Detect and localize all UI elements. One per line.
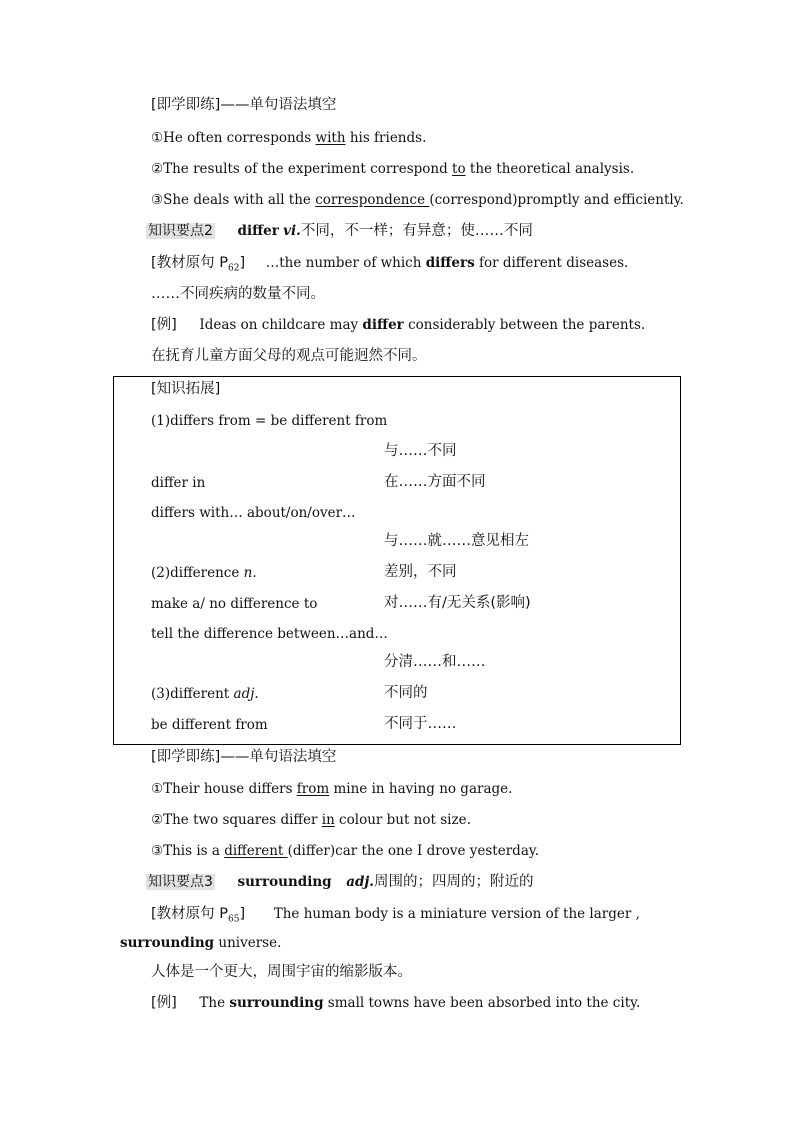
q-answer: with	[315, 130, 346, 146]
source-page: 65	[228, 914, 240, 925]
expansion-row-3-right: 与……就……意见相左	[384, 533, 529, 549]
example-word: differ	[362, 317, 404, 333]
example-post: small towns have been absorbed into the city.	[323, 995, 641, 1011]
point-word: surrounding	[237, 874, 332, 890]
practice1-question-3	[151, 191, 684, 209]
q-pre: ②The two squares differ	[151, 812, 322, 828]
source-page: 62	[228, 263, 240, 274]
expansion-row-7-left	[151, 685, 259, 703]
source-sentence-3	[151, 905, 640, 929]
expansion-row-4-left	[151, 564, 257, 582]
q-post: mine in having no garage.	[329, 781, 513, 797]
source-close: ]	[239, 906, 246, 922]
expansion-row-4-right: 差别，不同	[384, 564, 457, 580]
q-answer: in	[321, 812, 335, 828]
point-pos: adj.	[346, 874, 374, 890]
practice2-question-1	[151, 780, 512, 798]
source-pre: …the number of which	[265, 255, 426, 271]
term: (3)different	[151, 686, 234, 702]
knowledge-point-2	[146, 222, 533, 240]
source-word: differs	[425, 255, 475, 271]
example-pre: Ideas on childcare may	[199, 317, 363, 333]
expansion-heading: [知识拓展]	[151, 381, 221, 397]
q-pre: ①He often corresponds	[151, 130, 316, 146]
source-post: universe.	[214, 935, 282, 951]
example-post: considerably between the parents.	[403, 317, 646, 333]
q-post: (correspond)promptly and efficiently.	[429, 192, 684, 208]
q-pre: ①Their house differs	[151, 781, 297, 797]
example-label: [例]	[151, 995, 177, 1011]
example-translation-2: 在抚育儿童方面父母的观点可能迥然不同。	[151, 348, 427, 364]
example-word: surrounding	[229, 995, 324, 1011]
q-answer: correspondence	[315, 192, 430, 208]
source-label: [教材原句 P	[151, 906, 229, 922]
practice-heading-1: [即学即练]——单句语法填空	[151, 97, 337, 113]
pos: n.	[243, 565, 257, 581]
point-tag: 知识要点2	[148, 223, 213, 239]
q-pre: ②The results of the experiment correspond	[151, 161, 453, 177]
practice-heading-2: [即学即练]——单句语法填空	[151, 749, 337, 765]
source-sentence-3-cont	[120, 934, 281, 952]
expansion-row-2-left: differ in	[151, 475, 206, 491]
source-label: [教材原句 P	[151, 255, 229, 271]
pos: adj.	[233, 686, 259, 702]
source-word: surrounding	[120, 935, 215, 951]
q-post: his friends.	[345, 130, 427, 146]
source-translation-3: 人体是一个更大，周围宇宙的缩影版本。	[151, 964, 412, 980]
knowledge-point-3	[146, 873, 534, 891]
expansion-row-1-right: 与……不同	[384, 443, 457, 459]
practice2-question-3	[151, 842, 539, 860]
point-pos: vi.	[283, 223, 301, 239]
source-close: ]	[239, 255, 246, 271]
expansion-row-5-right: 对……有/无关系(影响)	[384, 595, 531, 611]
q-post: the theoretical analysis.	[465, 161, 635, 177]
q-post: colour but not size.	[334, 812, 471, 828]
example-pre: The	[199, 995, 230, 1011]
point-tag: 知识要点3	[148, 874, 213, 890]
source-translation-2: ……不同疾病的数量不同。	[151, 286, 325, 302]
example-2	[151, 316, 645, 334]
q-answer: to	[452, 161, 466, 177]
example-label: [例]	[151, 317, 177, 333]
source-sentence-2	[151, 254, 628, 278]
expansion-row-2-right: 在……方面不同	[384, 474, 486, 490]
expansion-row-6-left: tell the difference between…and…	[151, 626, 388, 642]
expansion-row-8-right: 不同于……	[384, 716, 457, 732]
expansion-row-1-left: (1)differs from = be different from	[151, 413, 388, 429]
source-post: for different diseases.	[474, 255, 629, 271]
point-meaning: 不同，不一样；有异意；使……不同	[300, 223, 533, 239]
expansion-row-7-right: 不同的	[384, 685, 428, 701]
expansion-row-3-left: differs with… about/on/over…	[151, 505, 356, 521]
practice2-question-2	[151, 811, 471, 829]
expansion-row-5-left: make a/ no difference to	[151, 596, 318, 612]
practice1-question-1	[151, 129, 426, 147]
source-text: The human body is a miniature version of the larger ,	[273, 906, 640, 922]
q-post: (differ)car the one I drove yesterday.	[287, 843, 539, 859]
term: (2)difference	[151, 565, 244, 581]
practice1-question-2	[151, 160, 634, 178]
q-answer: different	[224, 843, 288, 859]
example-3	[151, 994, 640, 1012]
q-pre: ③This is a	[151, 843, 225, 859]
q-answer: from	[296, 781, 330, 797]
expansion-row-8-left: be different from	[151, 717, 268, 733]
expansion-row-6-right: 分清……和……	[384, 654, 486, 670]
q-pre: ③She deals with all the	[151, 192, 316, 208]
point-word: differ	[237, 223, 279, 239]
point-meaning: 周围的；四周的；附近的	[374, 874, 534, 890]
